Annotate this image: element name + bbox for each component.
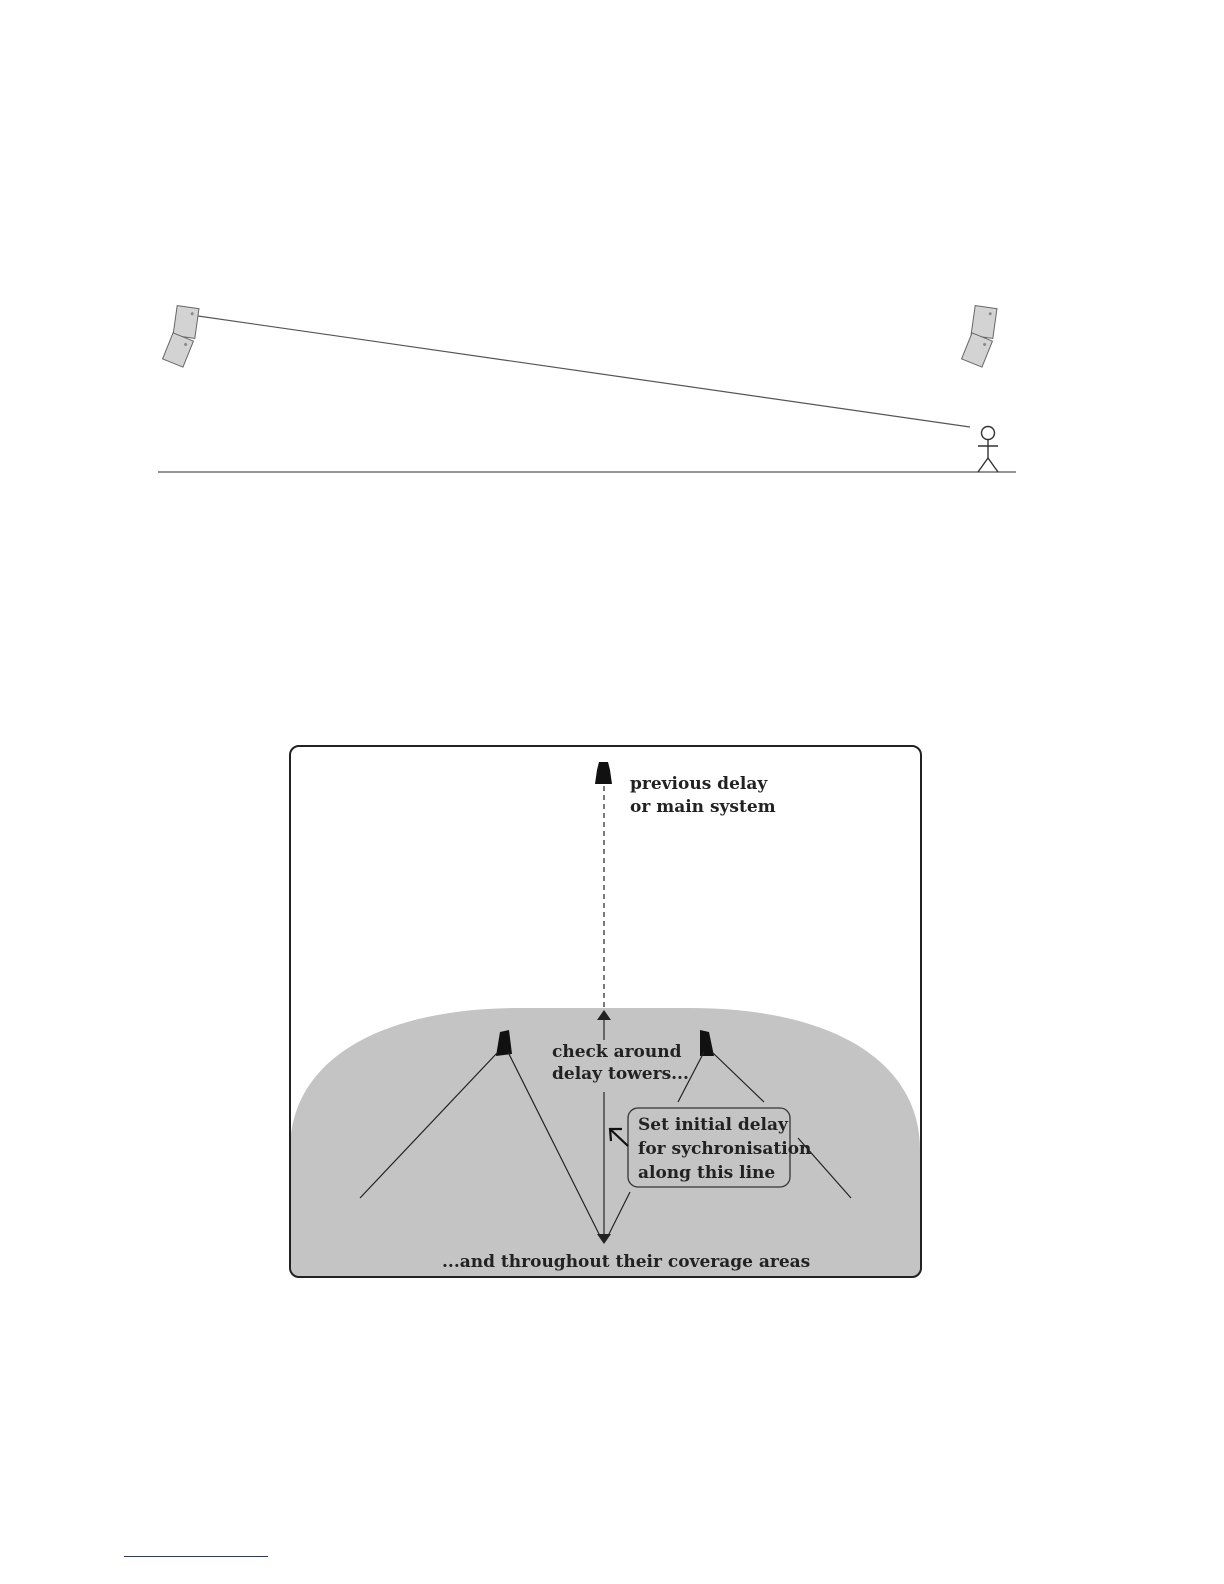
- label-bottom: ...and throughout their coverage areas: [442, 1252, 811, 1272]
- label-previous-line1: previous delay: [630, 774, 768, 794]
- tower-speaker-icon: [595, 762, 612, 784]
- label-check-line1: check around: [552, 1042, 682, 1062]
- label-set-line2: for sychronisation: [638, 1139, 812, 1159]
- footnote-rule: [124, 1556, 268, 1557]
- label-set-line1: Set initial delay: [638, 1115, 788, 1135]
- label-check-line2: delay towers...: [552, 1064, 689, 1084]
- label-set-line3: along this line: [638, 1163, 776, 1183]
- label-previous-line2: or main system: [630, 797, 776, 817]
